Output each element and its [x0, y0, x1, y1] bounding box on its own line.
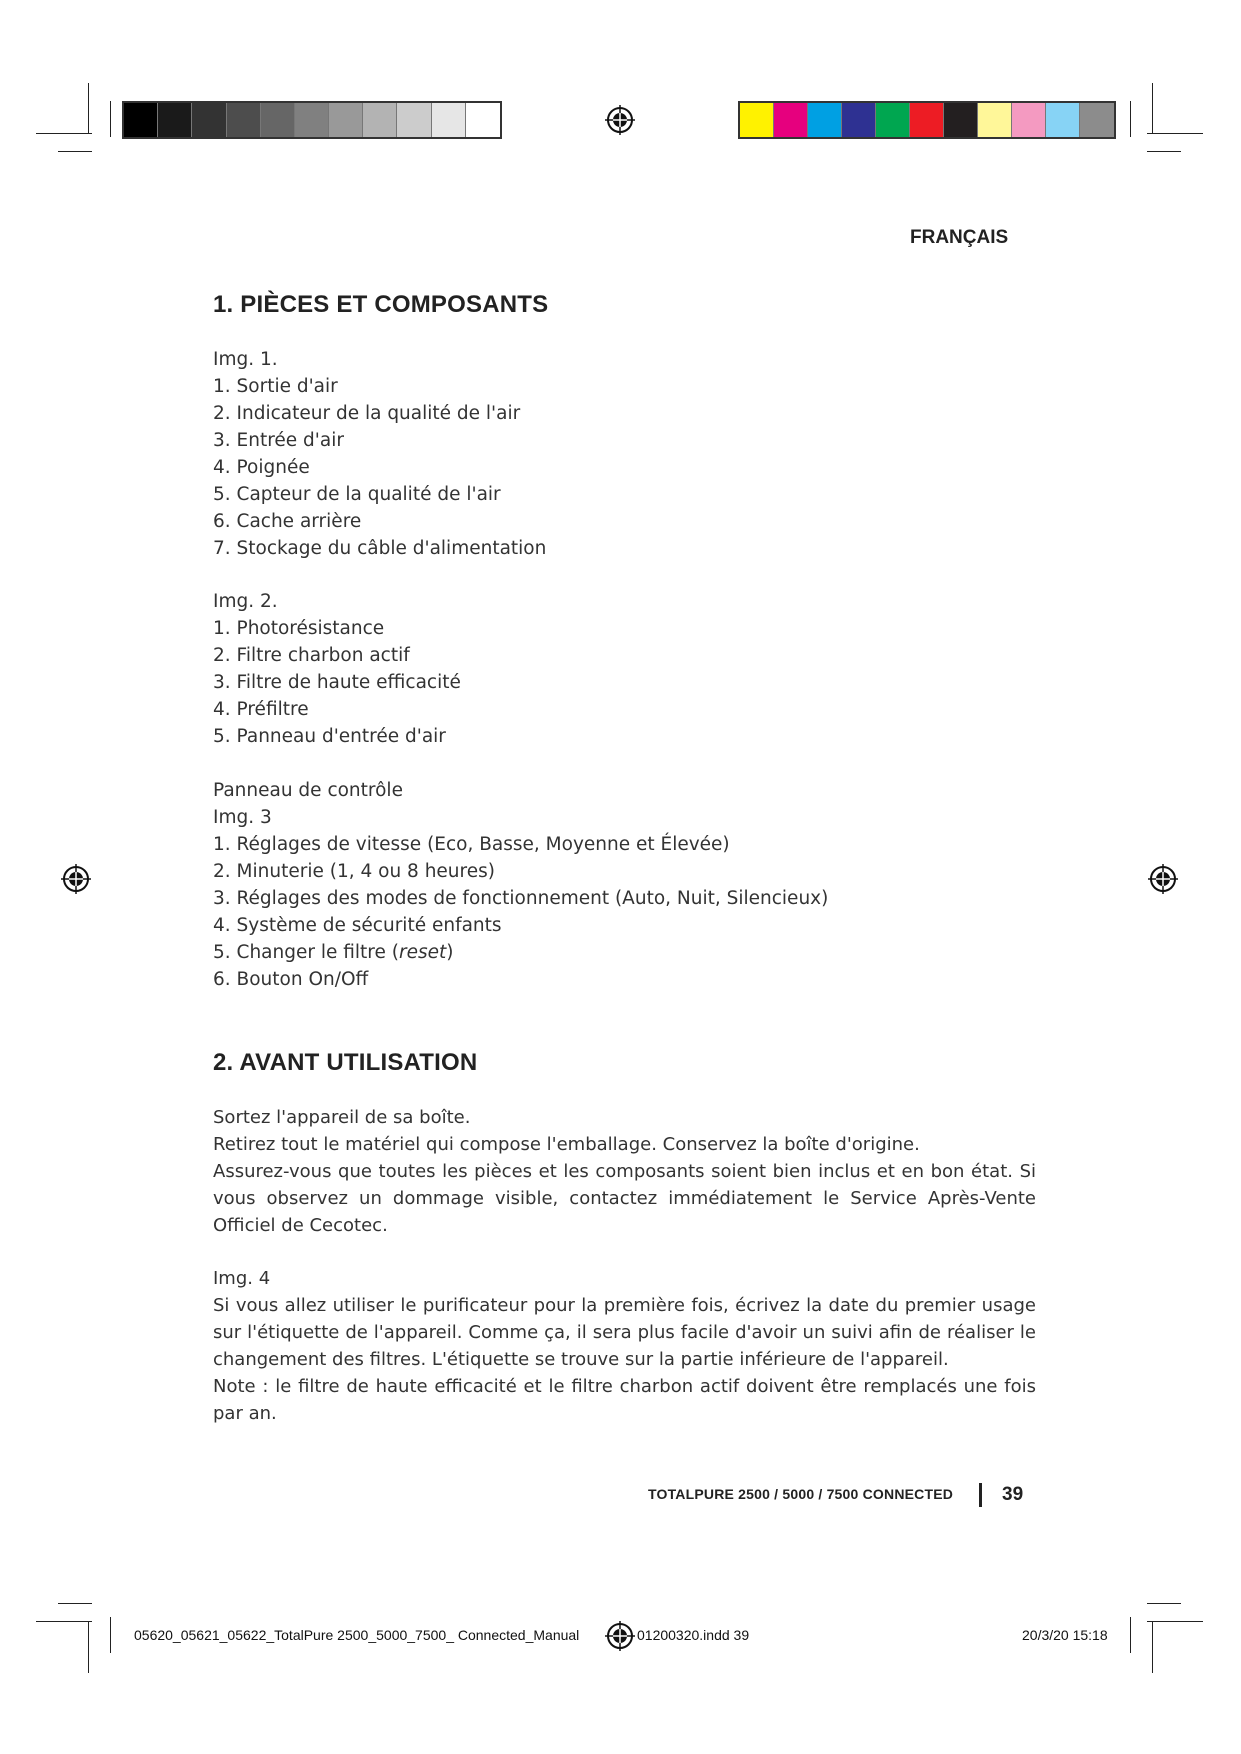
- list-item: 1. Photorésistance: [213, 618, 385, 639]
- color-swatch: [910, 103, 944, 137]
- color-swatch: [1046, 103, 1080, 137]
- img2-label: Img. 2.: [213, 591, 278, 612]
- color-swatch: [227, 103, 261, 137]
- list-item: 6. Bouton On/Off: [213, 969, 369, 990]
- list-item: 1. Sortie d'air: [213, 376, 338, 397]
- note-paragraph: Note : le filtre de haute efficacité et le filtre charbon actif doivent être remplacés une fois par an.: [213, 1376, 1036, 1424]
- color-swatch: [295, 103, 329, 137]
- list-item: 5. Capteur de la qualité de l'air: [213, 484, 501, 505]
- color-swatch: [842, 103, 876, 137]
- color-swatch: [124, 103, 158, 137]
- registration-mark-icon: [604, 1620, 636, 1652]
- img4-text: [213, 1265, 1036, 1427]
- slug-filename-suffix: 01200320.indd 39: [637, 1627, 750, 1643]
- color-swatch: [978, 103, 1012, 137]
- list-item: 4. Système de sécurité enfants: [213, 915, 502, 936]
- reset-italic: reset: [398, 942, 447, 963]
- grayscale-color-bar: [122, 101, 502, 139]
- list-item: 7. Stockage du câble d'alimentation: [213, 538, 547, 559]
- footer-model-name: TOTALPURE 2500 / 5000 / 7500 CONNECTED: [648, 1486, 954, 1502]
- paragraph: Si vous allez utiliser le purificateur pour la première fois, écrivez la date du premier usage sur l'étiquette de l'appareil. Comme ça, il sera plus facile d'avoir un suivi afin de réaliser le changement des filtres. L'étiquette se trouve sur la partie inférieure de l'appareil.: [213, 1295, 1036, 1370]
- list-item: 3. Filtre de haute efficacité: [213, 672, 461, 693]
- registration-mark-icon: [604, 104, 636, 136]
- color-swatch: [432, 103, 466, 137]
- img1-label: Img. 1.: [213, 349, 278, 370]
- section-title-before-use: 2. AVANT UTILISATION: [213, 1049, 478, 1076]
- list-item: 3. Réglages des modes de fonctionnement (Auto, Nuit, Silencieux): [213, 888, 829, 909]
- color-swatch: [158, 103, 192, 137]
- color-swatch: [876, 103, 910, 137]
- color-swatch: [740, 103, 774, 137]
- list-item: 2. Filtre charbon actif: [213, 645, 410, 666]
- list-item: [213, 939, 1043, 966]
- list-item: 4. Poignée: [213, 457, 310, 478]
- list-item-text: ): [446, 942, 454, 963]
- list-item: 2. Indicateur de la qualité de l'air: [213, 403, 521, 424]
- list-item: 5. Panneau d'entrée d'air: [213, 726, 446, 747]
- language-label: FRANÇAIS: [910, 227, 1009, 248]
- img2-list: [213, 588, 1043, 750]
- color-swatch: [329, 103, 363, 137]
- list-item: 3. Entrée d'air: [213, 430, 344, 451]
- paragraph: Retirez tout le matériel qui compose l'emballage. Conservez la boîte d'origine.: [213, 1134, 920, 1155]
- before-use-text: [213, 1104, 1036, 1239]
- control-panel-heading: Panneau de contrôle: [213, 780, 403, 801]
- registration-mark-icon: [1147, 863, 1179, 895]
- color-swatch: [192, 103, 226, 137]
- paragraph: Assurez-vous que toutes les pièces et les composants soient bien inclus et en bon état. Si vous observez un dommage visible, contactez immédiatement le Service Après-Vente Officiel de Cecotec.: [213, 1161, 1036, 1236]
- color-swatch: [363, 103, 397, 137]
- img1-list: [213, 346, 1043, 562]
- color-swatch: [397, 103, 431, 137]
- color-swatch: [944, 103, 978, 137]
- footer-divider: [979, 1483, 982, 1507]
- color-swatch: [808, 103, 842, 137]
- list-item: 4. Préfiltre: [213, 699, 309, 720]
- img4-label: Img. 4: [213, 1268, 271, 1289]
- registration-mark-icon: [60, 863, 92, 895]
- slug-filename: 05620_05621_05622_TotalPure 2500_5000_7500_ Connected_Manual: [134, 1627, 580, 1643]
- color-swatch: [466, 103, 500, 137]
- list-item: 1. Réglages de vitesse (Eco, Basse, Moyenne et Élevée): [213, 834, 730, 855]
- list-item-text: 5. Changer le filtre (: [213, 942, 399, 963]
- paragraph: Sortez l'appareil de sa boîte.: [213, 1107, 471, 1128]
- color-swatch: [1080, 103, 1114, 137]
- img3-label: Img. 3: [213, 807, 272, 828]
- slug-datetime: 20/3/20 15:18: [1022, 1627, 1108, 1643]
- page-number: 39: [1002, 1484, 1024, 1505]
- img3-list: [213, 777, 1043, 993]
- color-swatch: [1012, 103, 1046, 137]
- section-title-parts: 1. PIÈCES ET COMPOSANTS: [213, 291, 549, 318]
- color-swatch: [261, 103, 295, 137]
- list-item: 6. Cache arrière: [213, 511, 362, 532]
- process-color-bar: [738, 101, 1116, 139]
- color-swatch: [774, 103, 808, 137]
- list-item: 2. Minuterie (1, 4 ou 8 heures): [213, 861, 495, 882]
